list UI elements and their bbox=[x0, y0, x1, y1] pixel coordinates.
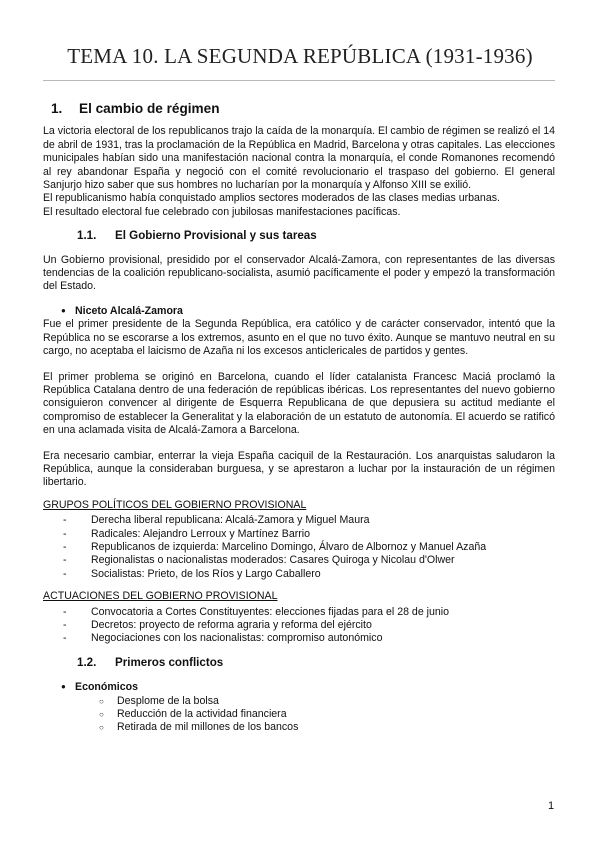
list-item: ○ Retirada de mil millones de los bancos bbox=[99, 721, 299, 734]
actions-heading: ACTUACIONES DEL GOBIERNO PROVISIONAL bbox=[43, 590, 278, 603]
page-number: 1 bbox=[548, 800, 555, 812]
document-body bbox=[43, 102, 555, 735]
section-1-1-intro: Un Gobierno provisional, presidido por el conservador Alcalá-Zamora, con representantes de las diversas tendencias de la coalición republicano-socialista, asumió pacíficamente el poder y empezó la transformación del Estado. bbox=[43, 253, 555, 293]
section-1-paragraph: La victoria electoral de los republicanos trajo la caída de la monarquía. El cambio de régimen se realizó el 14 de abril de 1931, tras la proclamación de la República en Madrid, Barcelona y otras capitales. Las elecciones municipales habían sido una manifestación nacional contra la monarquía, el conde Romanones recomendó al rey abandonar España y negoció con el comité revolucionario el traspaso del gobierno. El general Sanjurjo hizo saber que sus hombres no lucharían por la monarquía y Alfonso XIII se exilió. bbox=[43, 125, 555, 192]
bullet-niceto bbox=[61, 304, 555, 318]
list-item: ○ Reducción de la actividad financiera bbox=[99, 708, 287, 721]
section-1-1-heading bbox=[77, 229, 555, 242]
section-1-2-heading bbox=[77, 656, 555, 669]
list-item: - Derecha liberal republicana: Alcalá-Zamora y Miguel Maura bbox=[63, 514, 370, 527]
circle-bullet-icon: ○ bbox=[99, 723, 104, 733]
bullet-dot-icon: ● bbox=[61, 682, 66, 692]
document-title: TEMA 10. LA SEGUNDA REPÚBLICA (1931-1936) bbox=[67, 44, 533, 68]
list-item: ○ Desplome de la bolsa bbox=[99, 694, 219, 707]
list-item: - Decretos: proyecto de reforma agraria y reforma del ejército bbox=[63, 619, 372, 631]
list-item: - Socialistas: Prieto, de los Ríos y Largo Caballero bbox=[63, 567, 321, 580]
list-item: - Radicales: Alejandro Lerroux y Martínez Barrio bbox=[63, 527, 311, 540]
restauracion-paragraph: Era necesario cambiar, enterrar la vieja España caciquil de la Restauración. Los anarquistas saludaron la República, aunque la consideraban burguesa, y se aprestaron a luchar por la instauración de un régimen libertario. bbox=[43, 449, 555, 489]
section-1-line-2: El republicanismo había conquistado amplios sectores moderados de las clases medias urbanas. bbox=[43, 192, 500, 205]
bullet-niceto-label: Niceto Alcalá-Zamora bbox=[75, 304, 183, 317]
section-1-1-title: El Gobierno Provisional y sus tareas bbox=[115, 229, 317, 243]
list-item: - Republicanos de izquierda: Marcelino Domingo, Álvaro de Albornoz y Manuel Azaña bbox=[63, 540, 487, 553]
section-1-line-3: El resultado electoral fue celebrado con jubilosas manifestaciones pacíficas. bbox=[43, 205, 401, 218]
bullet-economicos-label: Económicos bbox=[75, 681, 138, 694]
section-1-title: El cambio de régimen bbox=[79, 101, 220, 116]
list-item: - Regionalistas o nacionalistas moderados: Casares Quiroga y Nicolau d'Olwer bbox=[63, 554, 455, 567]
groups-heading: GRUPOS POLÍTICOS DEL GOBIERNO PROVISIONAL bbox=[43, 498, 307, 511]
groups-list bbox=[43, 514, 555, 581]
list-item: - Convocatoria a Cortes Constituyentes: elecciones fijadas para el 28 de junio bbox=[63, 605, 450, 618]
circle-bullet-icon: ○ bbox=[99, 710, 104, 720]
bullet-dot-icon: ● bbox=[61, 305, 66, 315]
section-1-2-title: Primeros conflictos bbox=[115, 655, 224, 669]
section-1-number: 1. bbox=[51, 101, 63, 116]
niceto-paragraph: Fue el primer presidente de la Segunda República, era católico y de carácter conservador, intentó que la República no se escorarse a los extremos, asunto en el que no tuvo éxito. Aunque se mantuvo neutral en su cargo, no aceptaba el laicismo de Azaña ni los excesos anticlericales de partidos y gentes. bbox=[43, 318, 555, 358]
list-item: - Negociaciones con los nacionalistas: compromiso autonómico bbox=[63, 632, 383, 645]
title-divider bbox=[43, 80, 555, 81]
actions-list bbox=[43, 606, 555, 646]
circle-bullet-icon: ○ bbox=[99, 696, 104, 706]
catalonia-paragraph: El primer problema se originó en Barcelona, cuando el líder catalanista Francesc Maciá proclamó la República Catalana dentro de una federación de repúblicas ibéricas. Los representantes del nuevo gobierno consiguieron convencer al dirigente de Esquerra Republicana de que depusiera su actitud mediante el compromiso de establecer la Generalitat y la elaboración de un estatuto de autonomía. El acuerdo se ratificó en una aclamada visita de Alcalá-Zamora a Barcelona. bbox=[43, 370, 555, 437]
economic-conflicts-list bbox=[43, 695, 555, 735]
section-1-heading bbox=[51, 102, 555, 115]
bullet-economicos bbox=[61, 680, 555, 694]
section-1-2-number: 1.2. bbox=[77, 655, 97, 669]
section-1-1-number: 1.1. bbox=[77, 229, 97, 243]
